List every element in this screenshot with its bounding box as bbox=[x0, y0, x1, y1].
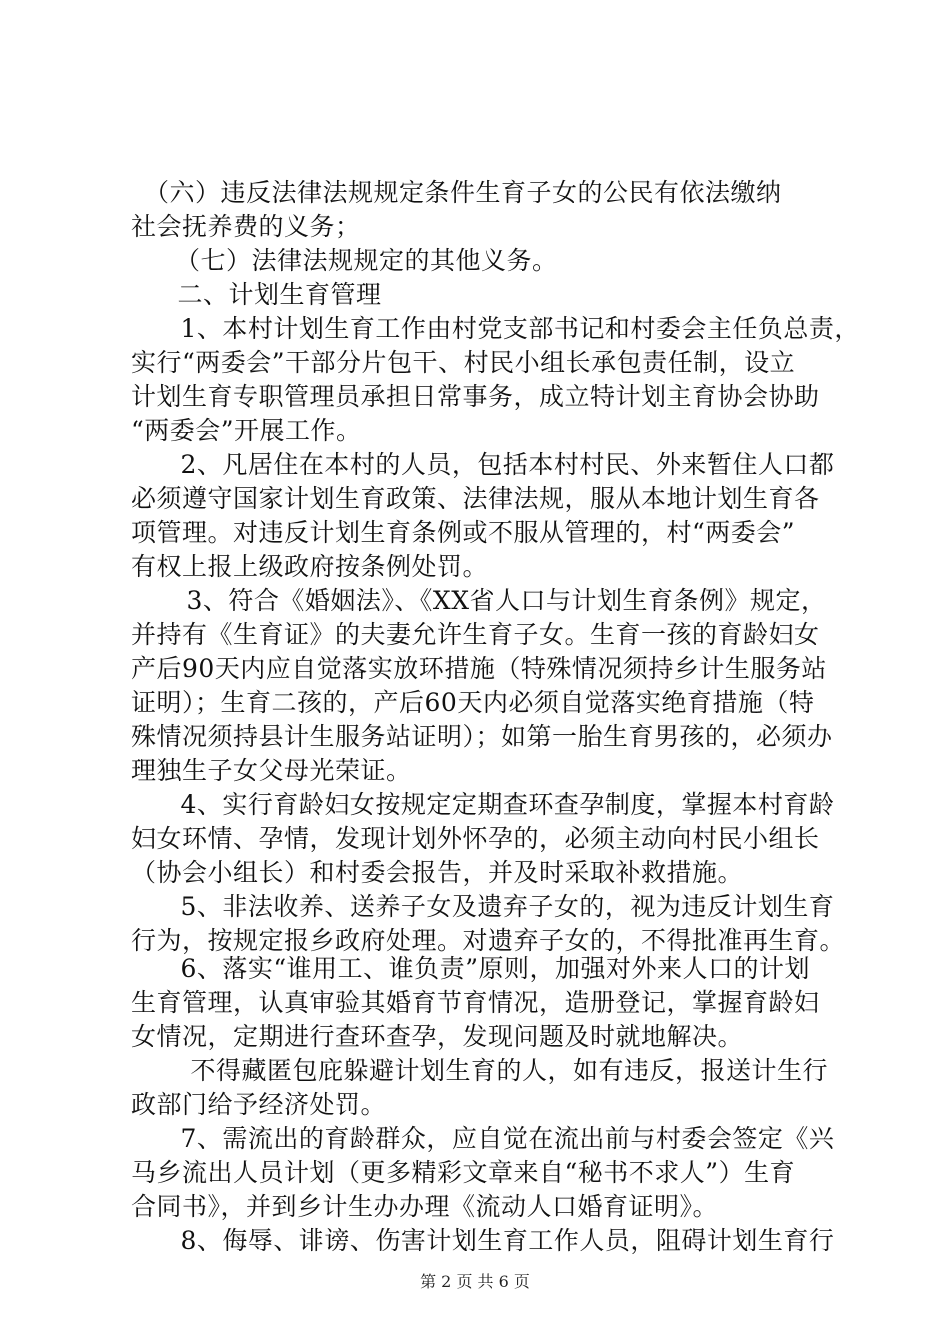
text-line: 女情况，定期进行查环查孕，发现问题及时就地解决。 bbox=[131, 1022, 744, 1051]
text-line: 理独生子女父母光荣证。 bbox=[131, 756, 412, 785]
text-line: 有权上报上级政府按条例处罚。 bbox=[131, 552, 489, 581]
section-heading: 二、计划生育管理 bbox=[152, 280, 382, 309]
text-line: 合同书》，并到乡计生办办理《流动人口婚育证明》。 bbox=[131, 1192, 719, 1221]
text-line: 3、符合《婚姻法》、《XX省人口与计划生育条例》规定， bbox=[161, 586, 827, 615]
text-line: “两委会”开展工作。 bbox=[131, 416, 362, 445]
text-line: 7、需流出的育龄群众，应自觉在流出前与村委会签定《兴 bbox=[155, 1124, 835, 1153]
page-number-footer: 第 2 页 共 6 页 bbox=[420, 1272, 530, 1291]
text-line: 产后90天内应自觉落实放环措施（特殊情况须持乡计生服务站 bbox=[131, 654, 827, 683]
text-line: 1、本村计划生育工作由村党支部书记和村委会主任负总责， bbox=[155, 314, 860, 343]
text-line: 必须遵守国家计划生育政策、法律法规，服从本地计划生育各 bbox=[131, 484, 820, 513]
text-line: 妇女环情、孕情，发现计划外怀孕的，必须主动向村民小组长 bbox=[131, 824, 820, 853]
text-line: 8、侮辱、诽谤、伤害计划生育工作人员，阻碍计划生育行 bbox=[155, 1226, 835, 1255]
text-line: 计划生育专职管理员承担日常事务，成立特计划主育协会协助 bbox=[131, 382, 820, 411]
text-line: 社会抚养费的义务； bbox=[131, 212, 361, 241]
text-line: 6、落实“谁用工、谁负责”原则，加强对外来人口的计划 bbox=[155, 954, 810, 983]
text-line: 并持有《生育证》的夫妻允许生育子女。生育一孩的育龄妇女 bbox=[131, 620, 820, 649]
text-line: 马乡流出人员计划（更多精彩文章来自“秘书不求人”）生育 bbox=[131, 1158, 796, 1187]
text-line: 政部门给予经济处罚。 bbox=[131, 1090, 387, 1119]
text-line: 证明）；生育二孩的，产后60天内必须自觉落实绝育措施（特 bbox=[131, 688, 815, 717]
text-line: 殊情况须持县计生服务站证明）；如第一胎生育男孩的，必须办 bbox=[131, 722, 833, 751]
text-line: 项管理。对违反计划生育条例或不服从管理的，村“两委会” bbox=[131, 518, 796, 547]
text-line: （六）违反法律法规规定条件生育子女的公民有依法缴纳 bbox=[131, 178, 782, 207]
text-line: （协会小组长）和村委会报告，并及时采取补救措施。 bbox=[131, 858, 744, 887]
text-line: 实行“两委会”干部分片包干、村民小组长承包责任制，设立 bbox=[131, 348, 796, 377]
text-line: （七）法律法规规定的其他义务。 bbox=[162, 246, 558, 275]
text-line: 2、凡居住在本村的人员，包括本村村民、外来暂住人口都 bbox=[155, 450, 835, 479]
text-line: 4、实行育龄妇女按规定定期查环查孕制度，掌握本村育龄 bbox=[155, 790, 835, 819]
text-line: 生育管理，认真审验其婚育节育情况，造册登记，掌握育龄妇 bbox=[131, 988, 820, 1017]
text-line: 不得藏匿包庇躲避计划生育的人，如有违反，报送计生行 bbox=[165, 1056, 829, 1085]
text-line: 5、非法收养、送养子女及遗弃子女的，视为违反计划生育 bbox=[155, 892, 835, 921]
text-line: 行为，按规定报乡政府处理。对遗弃子女的，不得批准再生育。 bbox=[131, 926, 846, 955]
